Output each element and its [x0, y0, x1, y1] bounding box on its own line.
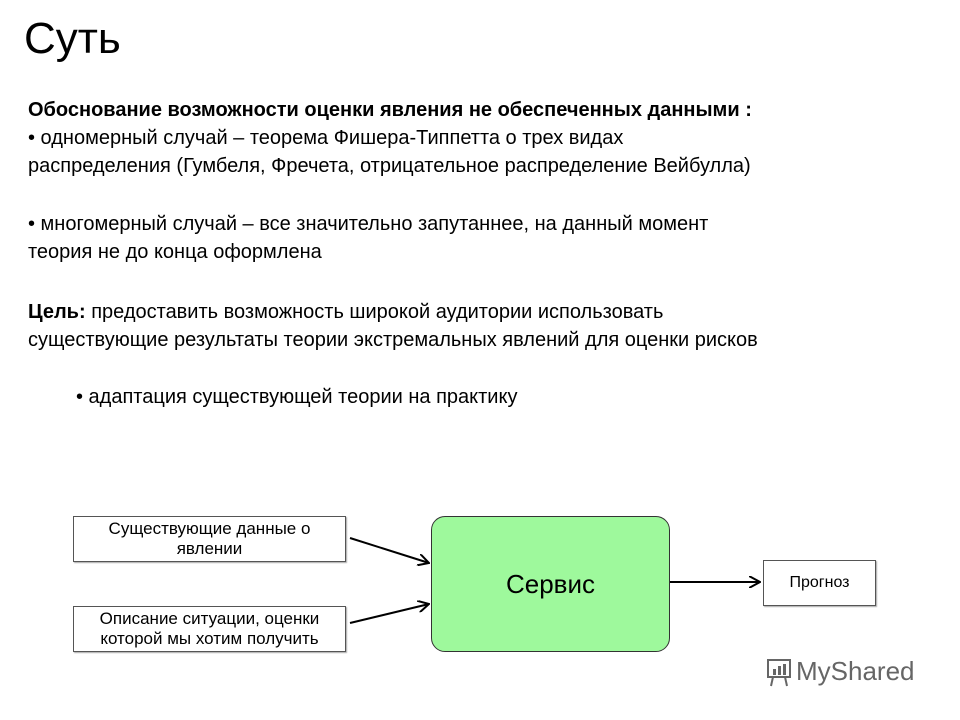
slide-title: Суть	[24, 14, 121, 63]
service-box: Сервис	[431, 516, 670, 652]
bullet-1-line-2: распределения (Гумбеля, Фречета, отрицательное распределение Вейбулла)	[28, 155, 751, 177]
bullet-1-line-1: • одномерный случай – теорема Фишера-Типпетта о трех видах	[28, 127, 624, 149]
input-situation-description: Описание ситуации, оценки которой мы хотим получить	[73, 606, 346, 652]
goal-line-2: существующие результаты теории экстремальных явлений для оценки рисков	[28, 329, 758, 351]
watermark-text: MyShared	[796, 656, 915, 686]
sub-bullet: • адаптация существующей теории на практику	[76, 386, 518, 408]
presentation-board-icon	[766, 657, 792, 687]
goal-label: Цель:	[28, 301, 86, 323]
arrow-input1	[350, 538, 429, 563]
input-existing-data: Существующие данные о явлении	[73, 516, 346, 562]
output-forecast: Прогноз	[763, 560, 876, 606]
arrow-input2	[350, 604, 429, 623]
bullet-2-line-2: теория не до конца оформлена	[28, 241, 322, 263]
watermark-logo	[766, 656, 915, 687]
bullet-2-line-1: • многомерный случай – все значительно запутаннее, на данный момент	[28, 213, 709, 235]
goal-text: предоставить возможность широкой аудитории использовать	[85, 301, 664, 323]
heading: Обоснование возможности оценки явления не обеспеченных данными :	[28, 99, 752, 121]
